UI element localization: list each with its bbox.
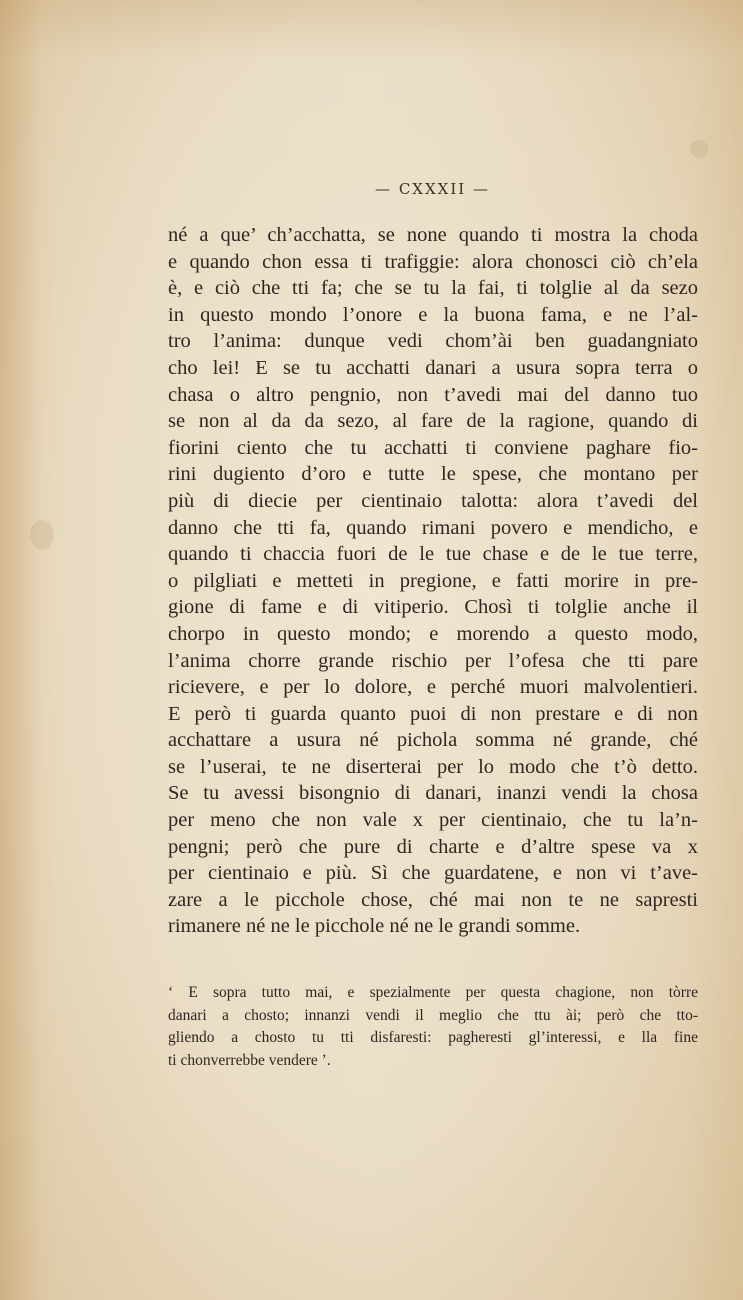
text-line: fiorini ciento che tu acchatti ti conviene paghare fio-	[168, 436, 698, 459]
text-line: per cientinaio e più. Sì che guardatene, e non vi t’ave-	[168, 862, 698, 885]
footnote-line: danari a chosto; innanzi vendi il meglio che ttu ài; però che tto-	[168, 1006, 698, 1024]
text-line: è, e ciò che tti fa; che se tu la fai, ti tolglie al da sezo	[168, 277, 698, 300]
footnote-line: gliendo a chosto tu tti disfaresti: pagheresti gl’interessi, e lla fine	[168, 1029, 698, 1046]
text-line: danno che tti fa, quando rimani povero e mendicho, e	[168, 516, 698, 539]
page-number: — CXXXII —	[375, 180, 490, 198]
text-line: chasa o altro pengnio, non t’avedi mai del danno tuo	[168, 383, 698, 406]
footnote-line: ti chonverrebbe vendere ’.	[168, 1051, 331, 1069]
page-edge-shadow-top	[0, 0, 743, 60]
text-line: rini dugiento d’oro e tutte le spese, che montano per	[168, 463, 698, 486]
paper-stain	[30, 520, 54, 550]
text-line: quando ti chaccia fuori de le tue chase e de le tue terre,	[168, 543, 698, 566]
footnote	[168, 982, 698, 1072]
text-line: per meno che non vale x per cientinaio, che tu la’n-	[168, 809, 698, 832]
text-line: più di diecie per cientinaio talotta: alora t’avedi del	[168, 489, 698, 512]
text-line: se non al da da sezo, al fare de la ragione, quando di	[168, 410, 698, 433]
text-line: Se tu avessi bisongnio di danari, inanzi vendi la chosa	[168, 782, 698, 805]
text-line: se l’userai, te ne diserterai per lo modo che t’ò detto.	[168, 755, 698, 778]
text-line: o pilgliati e metteti in pregione, e fatti morire in pre-	[168, 569, 698, 592]
text-line: né a que’ ch’acchatta, se none quando ti mostra la choda	[168, 224, 698, 246]
text-line: in questo mondo l’onore e la buona fama, e ne l’al-	[168, 303, 698, 326]
text-line: pengni; però che pure di charte e d’altre spese va x	[168, 835, 698, 858]
text-line: e quando chon essa ti trafiggie: alora chonosci ciò ch’ela	[168, 250, 698, 273]
text-line: chorpo in questo mondo; e morendo a questo modo,	[168, 622, 698, 645]
text-line: E però ti guarda quanto puoi di non prestare e di non	[168, 702, 698, 725]
text-line: gione di fame e di vitiperio. Chosì ti tolglie anche il	[168, 596, 698, 619]
text-line: zare a le picchole chose, ché mai non te ne sapresti	[168, 888, 698, 911]
paper-stain	[690, 140, 708, 158]
main-text	[168, 222, 698, 940]
text-line: rimanere né ne le picchole né ne le grandi somme.	[168, 915, 581, 938]
text-line: cho lei! E se tu acchatti danari a usura sopra terra o	[168, 356, 698, 379]
text-line: tro l’anima: dunque vedi chom’ài ben guadangniato	[168, 330, 698, 353]
text-line: acchattare a usura né pichola somma né grande, ché	[168, 729, 698, 752]
text-line: l’anima chorre grande rischio per l’ofesa che tti pare	[168, 649, 698, 672]
footnote-line: ‘ E sopra tutto mai, e spezialmente per questa chagione, non tòrre	[168, 984, 698, 1001]
text-line: ricievere, e per lo dolore, e perché muori malvolentieri.	[168, 676, 698, 699]
